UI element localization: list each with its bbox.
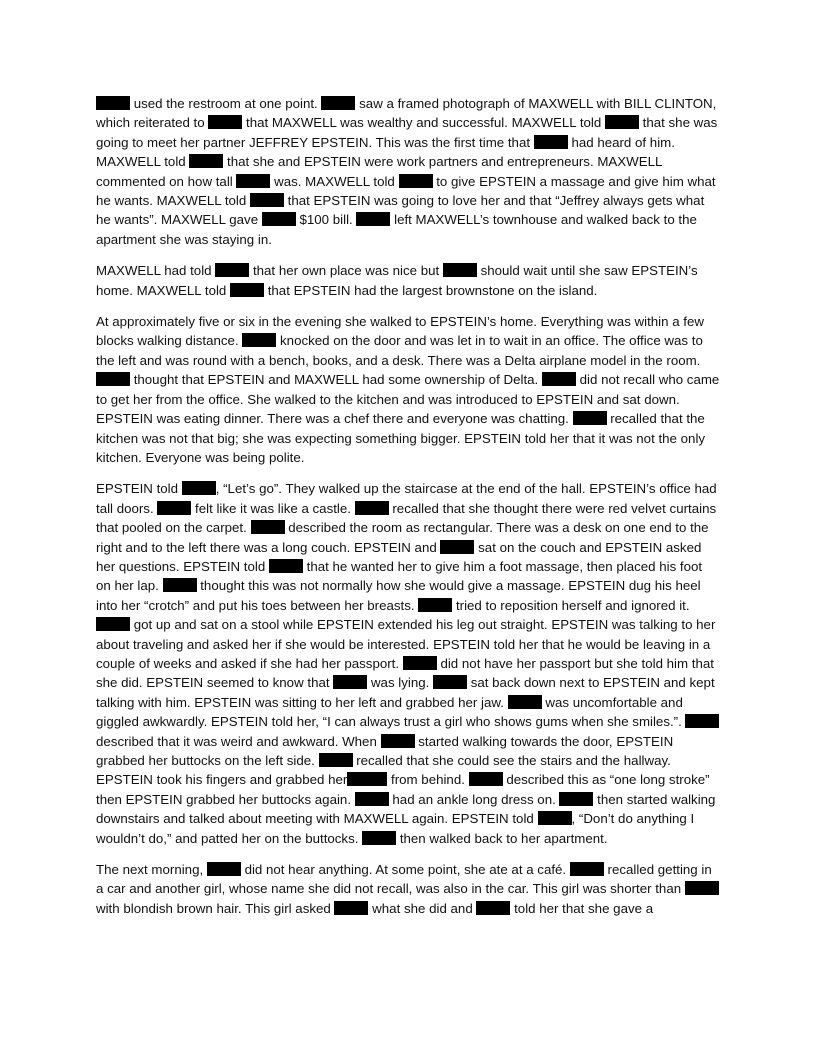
paragraph xyxy=(96,860,720,918)
text-segment: what she did and xyxy=(368,900,477,916)
text-segment: saw a framed photograph of MAXWELL with BILL CLINTON, which reiterated to xyxy=(96,96,717,131)
redaction-block xyxy=(573,411,607,425)
text-segment: described that it was weird and awkward. When xyxy=(96,733,381,749)
text-segment: $100 bill. xyxy=(295,212,357,228)
redaction-block xyxy=(230,283,264,297)
text-segment: described the room as rectangular. There was a desk on one end to the right and to the left there was a long couch. EPSTEIN and xyxy=(96,520,709,555)
redaction-block xyxy=(381,734,415,748)
text-segment: that EPSTEIN was going to love her and that “Jeffrey always gets what he wants”. MAXWELL gave xyxy=(96,193,705,228)
text-segment: thought this was not normally how she would give a massage. EPSTEIN dug his heel into her “crotch” and put his toes between her breasts. xyxy=(96,578,701,613)
redaction-block xyxy=(96,96,130,110)
text-segment: recalled that she thought there were red velvet curtains that pooled on the carpet. xyxy=(96,500,717,536)
redaction-block xyxy=(333,675,367,689)
redaction-block xyxy=(469,772,503,786)
redaction-block xyxy=(559,792,593,806)
redaction-block xyxy=(508,695,542,709)
redaction-block xyxy=(251,520,285,534)
paragraph xyxy=(96,94,720,249)
redaction-block xyxy=(399,174,433,188)
redaction-block xyxy=(685,714,719,728)
redaction-block xyxy=(476,901,510,915)
redaction-block xyxy=(355,501,389,515)
text-segment: started walking towards the door, EPSTEIN grabbed her buttocks on the left side. xyxy=(96,733,674,768)
redaction-block xyxy=(96,617,130,631)
text-segment: got up and sat on a stool while EPSTEIN extended his leg out straight. EPSTEIN was talking to her about traveling and asked her if she would be interested. EPSTEIN told her that he would be leaving in a couple of weeks and asked if she had her passport. xyxy=(96,617,716,671)
text-segment: should wait until she saw EPSTEIN’s home. MAXWELL told xyxy=(96,263,698,298)
text-segment: , “Let’s go”. They walked up the staircase at the end of the hall. EPSTEIN’s office had tall doors. xyxy=(96,481,717,516)
paragraph xyxy=(96,261,720,300)
redaction-block xyxy=(262,212,296,226)
text-segment: had an ankle long dress on. xyxy=(388,791,560,807)
text-segment: told her that she gave a xyxy=(510,900,654,916)
text-segment: that MAXWELL was wealthy and successful. MAXWELL told xyxy=(242,115,605,131)
redaction-block xyxy=(605,115,639,129)
paragraph xyxy=(96,479,720,848)
redaction-block xyxy=(321,96,355,110)
redaction-block xyxy=(189,154,223,168)
text-segment: EPSTEIN told xyxy=(96,481,182,497)
redaction-block xyxy=(418,598,452,612)
redaction-block xyxy=(96,372,130,386)
text-segment: , “Don’t do anything I wouldn’t do,” and patted her on the buttocks. xyxy=(96,811,695,846)
text-segment: that EPSTEIN had the largest brownstone on the island. xyxy=(264,282,598,298)
text-segment: tried to reposition herself and ignored it. xyxy=(452,597,690,613)
text-segment: MAXWELL had told xyxy=(96,263,216,279)
text-segment: thought that EPSTEIN and MAXWELL had some ownership of Delta. xyxy=(130,372,542,388)
redaction-block xyxy=(542,372,576,386)
redaction-block xyxy=(356,212,390,226)
text-segment: recalled that the kitchen was not that big; she was expecting something bigger. EPSTEIN told her that it was not the only kitchen. Everyone was being polite. xyxy=(96,411,706,465)
text-segment: that her own place was nice but xyxy=(249,263,443,279)
redaction-block xyxy=(215,263,249,277)
text-segment: that she and EPSTEIN were work partners and entrepreneurs. MAXWELL commented on how tall xyxy=(96,154,662,189)
text-segment: The next morning, xyxy=(96,862,207,878)
text-segment: did not have her passport but she told him that she did. EPSTEIN seemed to know that xyxy=(96,655,714,691)
text-segment: left MAXWELL’s townhouse and walked back to the apartment she was staying in. xyxy=(96,212,697,247)
redaction-block xyxy=(269,559,303,573)
text-segment: knocked on the door and was let in to wait in an office. The office was to the left and was round with a bench, books, and a desk. There was a Delta airplane model in the room. xyxy=(96,333,703,368)
text-segment: from behind. xyxy=(387,772,469,788)
text-segment: was uncomfortable and giggled awkwardly. EPSTEIN told her, “I can always trust a girl who shows gums when she smiles.”. xyxy=(96,694,686,730)
text-segment: did not recall who came to get her from the office. She walked to the kitchen and was introduced to EPSTEIN and sat down. EPSTEIN was eating dinner. There was a chef there and everyone was chatting. xyxy=(96,372,720,427)
text-segment: that he wanted her to give him a foot massage, then placed his foot on her lap. xyxy=(96,558,703,594)
text-segment: At approximately five or six in the evening she walked to EPSTEIN’s home. Everything was within a few blocks walking distance. xyxy=(96,314,705,349)
text-segment: recalled that she could see the stairs and the hallway. EPSTEIN took his fingers and grabbed her xyxy=(96,753,671,788)
paragraph xyxy=(96,312,720,467)
text-segment: felt like it was like a castle. xyxy=(191,500,355,516)
redaction-block xyxy=(347,772,387,786)
redaction-block xyxy=(403,656,437,670)
redaction-block xyxy=(250,193,284,207)
redaction-block xyxy=(362,831,396,845)
redaction-block xyxy=(443,263,477,277)
text-segment: to give EPSTEIN a massage and give him what he wants. MAXWELL told xyxy=(96,173,716,209)
text-segment: described this as “one long stroke” then EPSTEIN grabbed her buttocks again. xyxy=(96,772,710,807)
text-segment: recalled getting in a car and another girl, whose name she did not recall, was also in the car. This girl was shorter than xyxy=(96,862,712,897)
redaction-block xyxy=(433,675,467,689)
text-segment: sat on the couch and EPSTEIN asked her questions. EPSTEIN told xyxy=(96,539,702,574)
text-segment: then started walking downstairs and talked about meeting with MAXWELL again. EPSTEIN told xyxy=(96,791,716,827)
text-segment: was lying. xyxy=(367,675,434,691)
redaction-block xyxy=(242,333,276,347)
text-segment: with blondish brown hair. This girl asked xyxy=(96,900,335,916)
redaction-block xyxy=(319,753,353,767)
text-segment: did not hear anything. At some point, she ate at a café. xyxy=(240,862,570,878)
redaction-block xyxy=(208,115,242,129)
text-segment: had heard of him. MAXWELL told xyxy=(96,134,675,170)
document-page xyxy=(96,94,720,930)
redaction-block xyxy=(334,901,368,915)
redaction-block xyxy=(157,501,191,515)
redaction-block xyxy=(236,174,270,188)
redaction-block xyxy=(163,578,197,592)
redaction-block xyxy=(538,811,572,825)
text-segment: then walked back to her apartment. xyxy=(396,830,608,846)
text-segment: was. MAXWELL told xyxy=(270,173,399,189)
redaction-block xyxy=(182,481,216,495)
redaction-block xyxy=(207,862,241,876)
text-segment: used the restroom at one point. xyxy=(130,96,322,111)
text-segment: sat back down next to EPSTEIN and kept talking with him. EPSTEIN was sitting to her left and grabbed her jaw. xyxy=(96,675,715,710)
redaction-block xyxy=(534,135,568,149)
redaction-block xyxy=(685,881,719,895)
redaction-block xyxy=(570,862,604,876)
redaction-block xyxy=(440,540,474,554)
redaction-block xyxy=(355,792,389,806)
text-segment: that she was going to meet her partner JEFFREY EPSTEIN. This was the first time that xyxy=(96,115,718,150)
